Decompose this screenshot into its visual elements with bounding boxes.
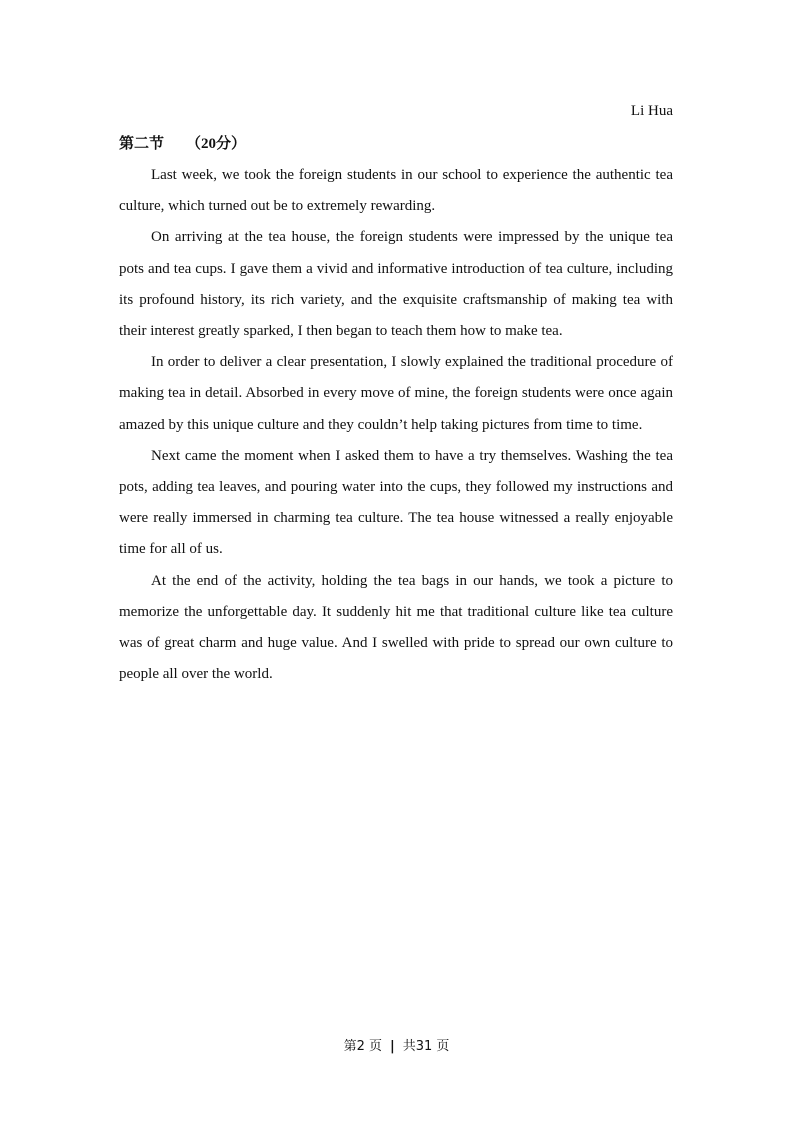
essay-paragraph: On arriving at the tea house, the foreign students were impressed by the unique tea pots and tea cups. I gave them a vivid and informative introduction of tea culture, including its profound history, its rich variety, and the exquisite craftsmanship of making tea with their interest greatly sparked, I then began to teach them how to make tea. [119,229,673,340]
total-page-count: 共31 页 [402,1039,450,1054]
page-footer [0,1038,793,1056]
current-page-number: 第2 页 [343,1039,382,1054]
section-points: （20分） [186,136,247,152]
section-title: 第二节 [119,134,165,152]
footer-separator: | [389,1039,395,1054]
essay-paragraph: Last week, we took the foreign students in our school to experience the authentic tea culture, which turned out be to extremely rewarding. [119,167,673,215]
essay-paragraph: In order to deliver a clear presentation, I slowly explained the traditional procedure of making tea in detail. Absorbed in every move of mine, the foreign students were once again amazed by this unique culture and they couldn’t help taking pictures from time to time. [119,354,673,433]
essay-paragraph: Next came the moment when I asked them to have a try themselves. Washing the tea pots, adding tea leaves, and pouring water into the cups, they followed my instructions and were really immersed in charming tea culture. The tea house witnessed a really enjoyable time for all of us. [119,447,673,558]
essay-paragraph: At the end of the activity, holding the tea bags in our hands, we took a picture to memorize the unforgettable day. It suddenly hit me that traditional culture like tea culture was of great charm and huge value. And I swelled with pride to spread our own culture to people all over the world. [119,572,673,683]
section-heading [119,133,246,154]
essay-signature: Li Hua [630,103,673,119]
essay-body [119,160,673,690]
